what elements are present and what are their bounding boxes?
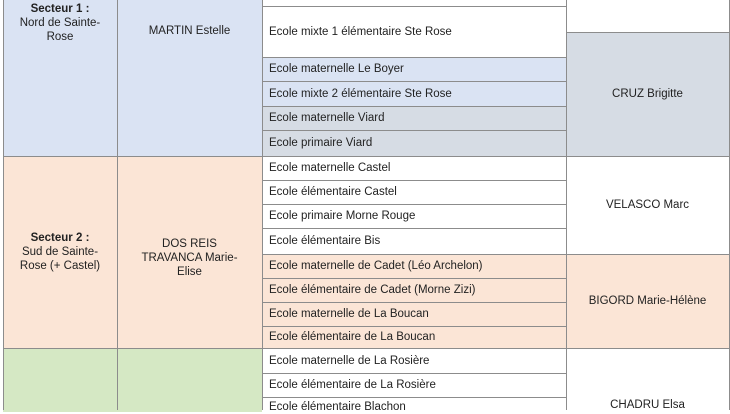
grid-line xyxy=(262,348,567,349)
coordinator-cell xyxy=(117,348,262,412)
school-cell xyxy=(262,57,566,81)
grid-line xyxy=(3,156,263,157)
grid-line xyxy=(262,397,567,398)
coordinator-name: DOS REIS TRAVANCA Marie-Elise xyxy=(141,238,238,278)
grid-line xyxy=(262,373,567,374)
school-name: Ecole élémentaire Bis xyxy=(269,235,381,247)
sector-subtitle: Sud de Sainte-Rose (+ Castel) xyxy=(19,246,101,272)
school-name: Ecole mixte 2 élémentaire Ste Rose xyxy=(269,87,452,100)
grid-line xyxy=(262,204,567,205)
school-name: Ecole maternelle de La Boucan xyxy=(269,308,429,320)
school-cell xyxy=(262,106,566,130)
school-name: Ecole maternelle de La Rosière xyxy=(269,354,430,367)
school-cell xyxy=(262,204,566,228)
grid-line xyxy=(262,180,567,181)
sector-title: Secteur 1 : xyxy=(30,3,90,15)
school-name: Ecole maternelle Castel xyxy=(269,162,391,174)
grid-line xyxy=(566,254,730,255)
school-cell xyxy=(262,348,566,373)
advisor-name: BIGORD Marie-Hélène xyxy=(588,295,707,307)
school-cell xyxy=(262,6,566,57)
coordinator-cell xyxy=(117,0,262,156)
school-cell xyxy=(262,254,566,278)
school-name: Ecole élémentaire Blachon xyxy=(269,401,406,413)
advisor-cell xyxy=(566,32,729,156)
school-name: Ecole élémentaire de La Rosière xyxy=(269,379,436,391)
coordinator-name: MARTIN Estelle xyxy=(148,25,231,37)
advisor-cell xyxy=(566,254,729,348)
grid-line xyxy=(3,348,263,349)
school-name: Ecole maternelle de Cadet (Léo Archelon) xyxy=(269,260,483,272)
grid-line xyxy=(262,228,567,229)
grid-line xyxy=(262,278,567,279)
grid-line xyxy=(262,106,567,107)
school-name: Ecole élémentaire de Cadet (Morne Zizi) xyxy=(269,284,476,296)
school-name: Ecole maternelle Viard xyxy=(269,112,385,124)
school-name: Ecole primaire Morne Rouge xyxy=(269,210,416,222)
advisor-name: CHADRU Elsa xyxy=(610,399,685,411)
grid-line xyxy=(262,57,567,58)
coordinator-cell xyxy=(117,156,262,348)
school-cell xyxy=(262,326,566,348)
grid-line xyxy=(566,156,730,157)
grid-line xyxy=(262,130,567,131)
grid-line xyxy=(262,81,567,82)
sector-cell xyxy=(3,156,117,348)
sector-cell xyxy=(3,348,117,412)
school-cell xyxy=(262,373,566,397)
sector-subtitle: Nord de Sainte-Rose xyxy=(19,17,101,43)
school-cell xyxy=(262,130,566,156)
school-cell xyxy=(262,228,566,254)
grid-line xyxy=(262,156,567,157)
advisor-name: CRUZ Brigitte xyxy=(612,88,683,100)
grid-line xyxy=(566,32,730,33)
grid-line xyxy=(262,326,567,327)
grid-line xyxy=(262,254,567,255)
grid-line xyxy=(566,348,730,349)
school-cell xyxy=(262,278,566,302)
advisor-cell xyxy=(566,0,729,32)
sector-cell xyxy=(3,0,117,156)
school-name: Ecole maternelle Le Boyer xyxy=(269,63,404,75)
sector-title: Secteur 2 : xyxy=(30,232,90,244)
advisor-cell xyxy=(566,348,729,412)
school-name: Ecole primaire Viard xyxy=(269,137,373,149)
advisor-cell xyxy=(566,156,729,254)
grid-line xyxy=(262,6,567,7)
grid-line xyxy=(262,302,567,303)
school-cell xyxy=(262,302,566,326)
school-name: Ecole élémentaire Castel xyxy=(269,186,397,198)
school-cell xyxy=(262,81,566,106)
advisor-name: VELASCO Marc xyxy=(605,199,690,211)
school-cell xyxy=(262,156,566,180)
school-name: Ecole mixte 1 élémentaire Ste Rose xyxy=(269,25,452,38)
school-name: Ecole élémentaire de La Boucan xyxy=(269,331,436,343)
school-cell xyxy=(262,180,566,204)
